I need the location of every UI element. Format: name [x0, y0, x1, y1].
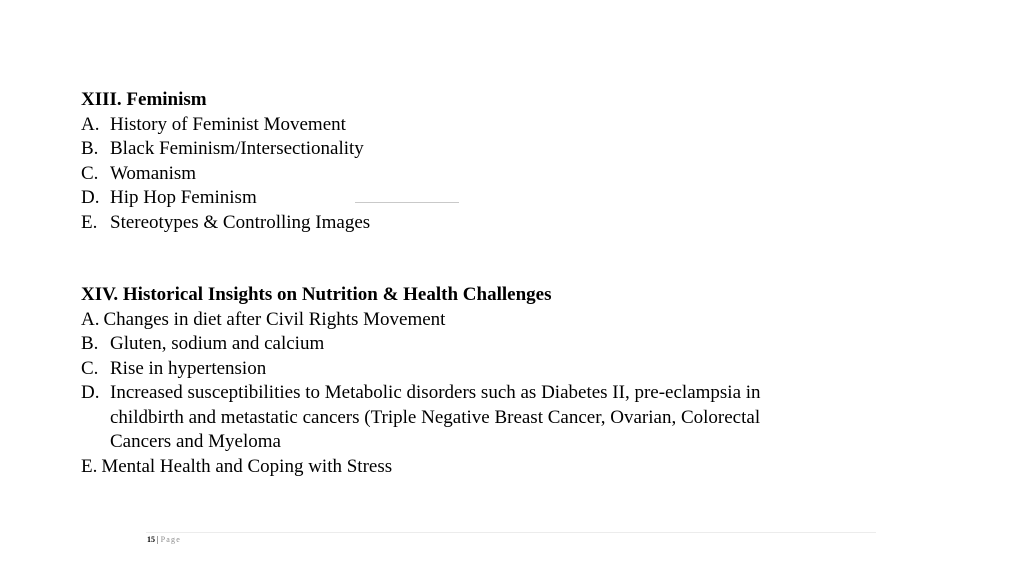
list-item-text: Stereotypes & Controlling Images [110, 211, 371, 233]
page-label: Page [160, 535, 181, 544]
list-item [81, 162, 981, 187]
list-item-text: History of Feminist Movement [110, 113, 346, 135]
section-feminism [81, 88, 981, 235]
list-item-text: Hip Hop Feminism [110, 187, 257, 208]
list-item [81, 381, 981, 455]
list-marker: A. [81, 308, 100, 330]
footer-separator: | [155, 535, 161, 544]
list-item-text: Black Feminism/Intersectionality [110, 138, 364, 159]
page-number: 15 [147, 535, 155, 544]
list-item-text: Gluten, sodium and calcium [110, 333, 325, 354]
footer-divider [146, 532, 876, 533]
list-item-text: Increased susceptibilities to Metabolic disorders such as Diabetes II, pre-eclampsia in childbirth and metastatic cancers (Triple Negative Breast Cancer, Ovarian, Colorectal Cancers and Myeloma [110, 382, 761, 452]
list-item [81, 211, 981, 236]
list-item [81, 308, 981, 333]
list-item [81, 357, 981, 382]
list-item [81, 455, 981, 480]
page-footer [147, 535, 181, 545]
list-marker: E. [81, 455, 98, 477]
list-marker: C. [81, 162, 99, 184]
list-marker: E. [81, 211, 98, 233]
list-item-text: Mental Health and Coping with Stress [101, 455, 393, 477]
list-item-text: Rise in hypertension [110, 357, 267, 379]
section-heading-feminism: XIII. Feminism [81, 89, 207, 110]
section-heading-nutrition-health: XIV. Historical Insights on Nutrition & Health Challenges [81, 284, 552, 305]
list-marker: D. [81, 187, 100, 208]
list-item-text: Womanism [110, 162, 197, 184]
list-item [81, 113, 981, 138]
list-marker: B. [81, 333, 99, 354]
list-marker: B. [81, 138, 99, 159]
list-marker: D. [81, 382, 100, 403]
list-marker: A. [81, 113, 100, 135]
section-nutrition-health [81, 283, 981, 479]
list-item [81, 186, 981, 211]
list-item [81, 137, 981, 162]
list-item [81, 332, 981, 357]
list-marker: C. [81, 357, 99, 379]
decorative-rule [355, 202, 459, 203]
list-item-text: Changes in diet after Civil Rights Movement [103, 308, 446, 330]
